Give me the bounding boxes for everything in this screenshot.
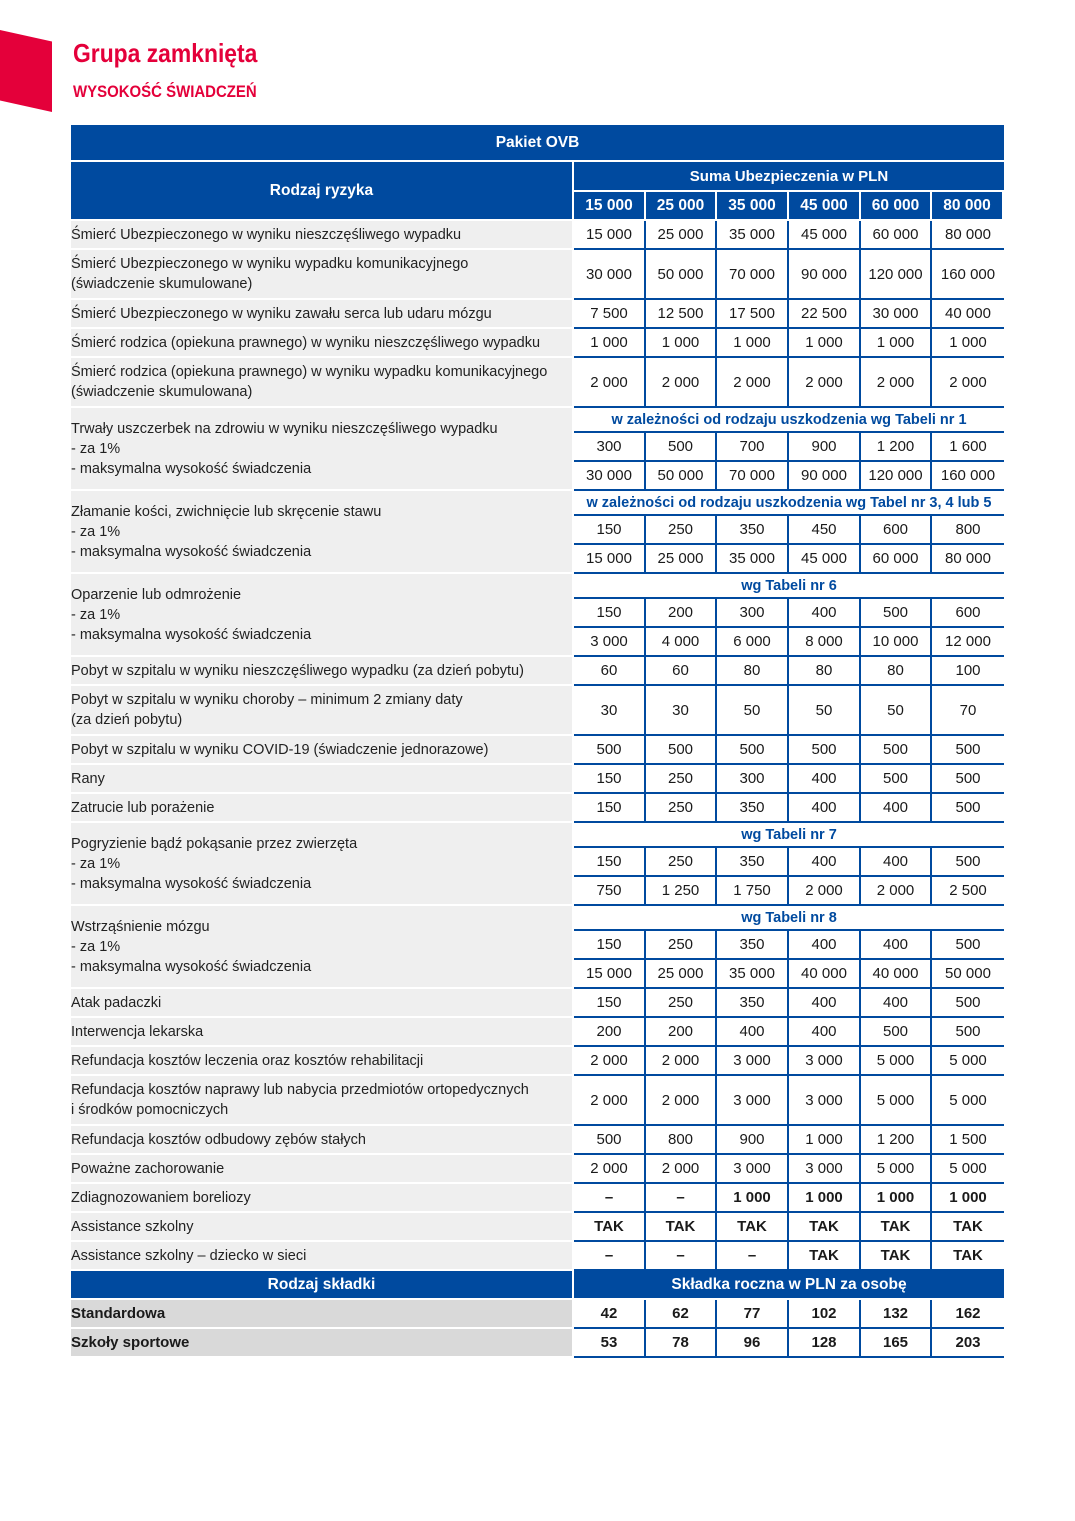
benefit-value: 800 [932, 516, 1004, 545]
risk-label-text: Zdiagnozowaniem boreliozy [71, 1189, 251, 1206]
benefit-value: 45 000 [789, 545, 861, 574]
risk-label [71, 794, 574, 823]
benefit-value: 30 000 [574, 462, 646, 491]
benefit-value: 70 000 [717, 462, 789, 491]
benefit-value: 500 [717, 736, 789, 765]
risk-label [71, 221, 574, 250]
benefit-value: 50 000 [646, 462, 717, 491]
benefit-value: 150 [574, 989, 646, 1018]
benefit-value: – [646, 1242, 717, 1271]
benefit-value: 400 [789, 794, 861, 823]
benefit-value: 80 000 [932, 545, 1004, 574]
benefit-value: 203 [932, 1329, 1004, 1358]
risk-label [71, 1018, 574, 1047]
benefit-value: 2 000 [574, 1047, 646, 1076]
table-row-group [71, 491, 1004, 516]
benefit-value: 5 000 [861, 1155, 932, 1184]
table-reference-note: w zależności od rodzaju uszkodzenia wg Tabeli nr 1 [574, 408, 1004, 433]
premium-row [71, 1300, 1004, 1329]
benefit-value: 2 000 [789, 358, 861, 408]
benefit-value: 150 [574, 794, 646, 823]
benefit-value: 500 [861, 599, 932, 628]
risk-label-line: - za 1% [71, 606, 121, 623]
benefit-value: 2 500 [932, 877, 1004, 906]
benefit-value: 35 000 [717, 221, 789, 250]
benefit-value: 500 [574, 1126, 646, 1155]
sum-insured-header: Suma Ubezpieczenia w PLN [574, 162, 1004, 192]
benefit-value: 2 000 [646, 358, 717, 408]
table-row [71, 358, 1004, 408]
benefit-value: 1 200 [861, 1126, 932, 1155]
benefit-value: 1 000 [717, 1184, 789, 1213]
red-corner-tab [0, 30, 52, 112]
premium-header-row [71, 1271, 1004, 1300]
benefit-value: 400 [789, 1018, 861, 1047]
risk-label [71, 736, 574, 765]
risk-label [71, 358, 574, 408]
benefit-value: 150 [574, 516, 646, 545]
benefit-value: 10 000 [861, 628, 932, 657]
table-row [71, 1155, 1004, 1184]
sum-column-header: 45 000 [789, 192, 861, 221]
table-row [71, 250, 1004, 300]
benefit-value: 3 000 [574, 628, 646, 657]
risk-label-line: (świadczenie skumulowane) [71, 276, 253, 292]
risk-label [71, 491, 574, 574]
benefit-value: 900 [789, 433, 861, 462]
table-row [71, 794, 1004, 823]
benefit-value: 250 [646, 931, 717, 960]
benefit-value: 160 000 [932, 462, 1004, 491]
benefit-value: 96 [717, 1329, 789, 1358]
benefit-value: 300 [717, 765, 789, 794]
benefit-value: – [574, 1184, 646, 1213]
risk-label [71, 1242, 574, 1271]
benefit-value: 200 [646, 1018, 717, 1047]
benefit-value: 400 [789, 989, 861, 1018]
risk-label-line: - za 1% [71, 440, 121, 457]
benefit-value: 70 [932, 686, 1004, 736]
benefit-value: 500 [932, 989, 1004, 1018]
risk-label [71, 906, 574, 989]
premium-label: Szkoły sportowe [71, 1329, 574, 1358]
risk-label-text: Trwały uszczerbek na zdrowiu w wyniku nieszczęśliwego wypadku [71, 420, 498, 437]
benefit-value: 250 [646, 794, 717, 823]
benefit-value: 15 000 [574, 960, 646, 989]
benefit-value: 128 [789, 1329, 861, 1358]
risk-label-text: Pobyt w szpitalu w wyniku choroby – minimum 2 zmiany daty [71, 692, 463, 708]
benefit-value: 80 000 [932, 221, 1004, 250]
benefit-value: 90 000 [789, 462, 861, 491]
risk-label-text: Refundacja kosztów leczenia oraz kosztów rehabilitacji [71, 1052, 424, 1069]
benefit-value: 1 000 [717, 329, 789, 358]
risk-label-text: Śmierć Ubezpieczonego w wyniku zawału serca lub udaru mózgu [71, 305, 492, 322]
benefit-value: 25 000 [646, 960, 717, 989]
benefit-value: TAK [861, 1242, 932, 1271]
benefit-value: 500 [932, 765, 1004, 794]
risk-label [71, 408, 574, 491]
benefit-value: 1 250 [646, 877, 717, 906]
benefit-value: 500 [646, 736, 717, 765]
benefit-value: 500 [789, 736, 861, 765]
risk-label [71, 765, 574, 794]
risk-label-line: i środków pomocniczych [71, 1102, 229, 1118]
benefit-value: 3 000 [789, 1155, 861, 1184]
risk-label [71, 989, 574, 1018]
risk-label-text: Assistance szkolny – dziecko w sieci [71, 1247, 307, 1264]
benefit-value: 3 000 [789, 1047, 861, 1076]
risk-label [71, 329, 574, 358]
benefit-value: – [646, 1184, 717, 1213]
sum-column-header: 15 000 [574, 192, 646, 221]
risk-label [71, 686, 574, 736]
benefit-value: 2 000 [789, 877, 861, 906]
table-row [71, 686, 1004, 736]
benefit-value: 35 000 [717, 960, 789, 989]
risk-label-text: Złamanie kości, zwichnięcie lub skręcenie stawu [71, 503, 382, 520]
benefit-value: 5 000 [932, 1155, 1004, 1184]
risk-label-line: - maksymalna wysokość świadczenia [71, 460, 312, 477]
benefit-value: 1 000 [646, 329, 717, 358]
risk-label [71, 1155, 574, 1184]
benefit-value: 3 000 [717, 1047, 789, 1076]
benefit-value: 12 000 [932, 628, 1004, 657]
benefit-value: 120 000 [861, 462, 932, 491]
benefit-value: 30 [574, 686, 646, 736]
benefit-value: 42 [574, 1300, 646, 1329]
risk-label [71, 1184, 574, 1213]
benefit-value: 350 [717, 794, 789, 823]
benefit-value: 350 [717, 848, 789, 877]
risk-label [71, 250, 574, 300]
benefit-value: 400 [789, 765, 861, 794]
risk-label [71, 1213, 574, 1242]
risk-label [71, 823, 574, 906]
benefit-value: 250 [646, 848, 717, 877]
benefit-value: 15 000 [574, 221, 646, 250]
table-row [71, 221, 1004, 250]
table-reference-note: w zależności od rodzaju uszkodzenia wg Tabel nr 3, 4 lub 5 [574, 491, 1004, 516]
table-row [71, 989, 1004, 1018]
benefit-value: 500 [574, 736, 646, 765]
benefit-value: 1 000 [789, 329, 861, 358]
benefit-value: TAK [789, 1213, 861, 1242]
risk-label-text: Oparzenie lub odmrożenie [71, 586, 242, 603]
table-row [71, 1242, 1004, 1271]
benefit-value: 500 [932, 848, 1004, 877]
benefit-value: 1 750 [717, 877, 789, 906]
benefit-value: 25 000 [646, 545, 717, 574]
benefit-value: 22 500 [789, 300, 861, 329]
benefit-value: 102 [789, 1300, 861, 1329]
risk-label-line: - za 1% [71, 523, 121, 540]
benefit-value: 60 000 [861, 545, 932, 574]
benefit-value: 600 [861, 516, 932, 545]
benefit-value: 5 000 [861, 1047, 932, 1076]
benefit-value: 50 [717, 686, 789, 736]
benefit-value: 250 [646, 516, 717, 545]
benefit-value: TAK [932, 1242, 1004, 1271]
risk-label-text: Śmierć Ubezpieczonego w wyniku wypadku komunikacyjnego [71, 256, 469, 272]
table-row [71, 300, 1004, 329]
benefit-value: 2 000 [646, 1047, 717, 1076]
benefit-value: 100 [932, 657, 1004, 686]
risk-label [71, 1047, 574, 1076]
benefit-value: 350 [717, 931, 789, 960]
benefit-value: 162 [932, 1300, 1004, 1329]
benefit-value: 250 [646, 989, 717, 1018]
benefit-value: 1 000 [861, 329, 932, 358]
benefit-value: 1 000 [574, 329, 646, 358]
benefit-value: 5 000 [861, 1076, 932, 1126]
benefit-value: 3 000 [789, 1076, 861, 1126]
benefit-value: 1 600 [932, 433, 1004, 462]
table-row [71, 1184, 1004, 1213]
benefit-value: 500 [646, 433, 717, 462]
risk-label [71, 1126, 574, 1155]
benefit-value: 1 000 [932, 329, 1004, 358]
benefit-value: 132 [861, 1300, 932, 1329]
benefit-value: 15 000 [574, 545, 646, 574]
benefit-value: 50 000 [932, 960, 1004, 989]
benefit-value: 60 000 [861, 221, 932, 250]
benefit-value: 6 000 [717, 628, 789, 657]
benefit-value: 2 000 [932, 358, 1004, 408]
table-row [71, 329, 1004, 358]
table-row [71, 1076, 1004, 1126]
benefit-value: 2 000 [717, 358, 789, 408]
benefit-value: – [574, 1242, 646, 1271]
table-row [71, 1213, 1004, 1242]
benefit-value: 45 000 [789, 221, 861, 250]
benefit-value: TAK [789, 1242, 861, 1271]
benefit-value: 120 000 [861, 250, 932, 300]
benefit-value: 400 [789, 599, 861, 628]
risk-label [71, 300, 574, 329]
benefit-value: 300 [574, 433, 646, 462]
benefit-value: 77 [717, 1300, 789, 1329]
benefit-value: 400 [789, 931, 861, 960]
risk-label-line: - maksymalna wysokość świadczenia [71, 626, 312, 643]
benefit-value: 12 500 [646, 300, 717, 329]
benefit-value: TAK [646, 1213, 717, 1242]
benefit-value: 80 [789, 657, 861, 686]
benefit-value: 350 [717, 989, 789, 1018]
benefit-value: 40 000 [932, 300, 1004, 329]
benefit-value: 2 000 [646, 1076, 717, 1126]
benefit-value: 1 000 [789, 1184, 861, 1213]
benefit-value: TAK [932, 1213, 1004, 1242]
risk-label-line: - za 1% [71, 938, 121, 955]
premium-type-header: Rodzaj składki [71, 1271, 574, 1300]
table-reference-note: wg Tabeli nr 7 [574, 823, 1004, 848]
page-subtitle: WYSOKOŚĆ ŚWIADCZEŃ [73, 82, 257, 101]
premium-row [71, 1329, 1004, 1358]
risk-label [71, 1076, 574, 1126]
benefit-value: 1 000 [932, 1184, 1004, 1213]
benefit-value: 1 500 [932, 1126, 1004, 1155]
risk-label-line: - za 1% [71, 855, 121, 872]
table-row [71, 1126, 1004, 1155]
benefit-value: 500 [932, 736, 1004, 765]
risk-label-text: Śmierć Ubezpieczonego w wyniku nieszczęśliwego wypadku [71, 226, 462, 243]
risk-label-text: Pobyt w szpitalu w wyniku COVID-19 (świadczenie jednorazowe) [71, 741, 489, 758]
risk-label-line: - maksymalna wysokość świadczenia [71, 958, 312, 975]
table-reference-note: wg Tabeli nr 8 [574, 906, 1004, 931]
benefit-value: 500 [932, 931, 1004, 960]
benefit-value: TAK [717, 1213, 789, 1242]
benefit-value: 2 000 [861, 358, 932, 408]
benefit-value: TAK [574, 1213, 646, 1242]
risk-label [71, 657, 574, 686]
benefit-value: 5 000 [932, 1047, 1004, 1076]
benefit-value: 62 [646, 1300, 717, 1329]
benefit-value: 250 [646, 765, 717, 794]
benefit-value: 165 [861, 1329, 932, 1358]
benefit-value: 30 000 [861, 300, 932, 329]
benefit-value: 150 [574, 848, 646, 877]
risk-label [71, 574, 574, 657]
benefit-value: 500 [932, 1018, 1004, 1047]
benefit-value: 400 [717, 1018, 789, 1047]
premium-label: Standardowa [71, 1300, 574, 1329]
benefit-value: 160 000 [932, 250, 1004, 300]
benefit-value: 2 000 [861, 877, 932, 906]
benefit-value: 150 [574, 599, 646, 628]
benefit-value: 25 000 [646, 221, 717, 250]
risk-label-text: Refundacja kosztów odbudowy zębów stałych [71, 1131, 366, 1148]
benefit-value: 5 000 [932, 1076, 1004, 1126]
risk-label-text: Pobyt w szpitalu w wyniku nieszczęśliwego wypadku (za dzień pobytu) [71, 662, 524, 679]
benefit-value: 70 000 [717, 250, 789, 300]
benefit-value: 2 000 [574, 1155, 646, 1184]
benefit-value: 400 [861, 794, 932, 823]
benefit-value: 200 [574, 1018, 646, 1047]
table-row [71, 736, 1004, 765]
benefit-value: TAK [861, 1213, 932, 1242]
benefit-value: 50 [789, 686, 861, 736]
benefit-value: 1 000 [789, 1126, 861, 1155]
benefit-value: 1 200 [861, 433, 932, 462]
benefit-value: 4 000 [646, 628, 717, 657]
benefit-value: 150 [574, 931, 646, 960]
benefit-value: 40 000 [861, 960, 932, 989]
risk-column-header: Rodzaj ryzyka [71, 162, 574, 221]
benefit-value: 17 500 [717, 300, 789, 329]
sum-column-header: 35 000 [717, 192, 789, 221]
benefit-value: 450 [789, 516, 861, 545]
benefit-value: 60 [646, 657, 717, 686]
benefit-value: 400 [861, 931, 932, 960]
package-header: Pakiet OVB [71, 125, 1004, 162]
benefit-value: 400 [789, 848, 861, 877]
benefit-value: 50 000 [646, 250, 717, 300]
risk-label-text: Wstrząśnienie mózgu [71, 918, 210, 935]
table-row [71, 657, 1004, 686]
table-row [71, 765, 1004, 794]
risk-label-text: Atak padaczki [71, 994, 162, 1011]
benefit-value: 30 [646, 686, 717, 736]
table-row-group [71, 574, 1004, 599]
benefit-value: 80 [861, 657, 932, 686]
sum-column-header: 60 000 [861, 192, 932, 221]
risk-label-text: Pogryzienie bądź pokąsanie przez zwierzęta [71, 835, 358, 852]
benefit-value: 2 000 [646, 1155, 717, 1184]
benefit-value: 500 [861, 736, 932, 765]
benefit-value: 53 [574, 1329, 646, 1358]
benefit-value: 8 000 [789, 628, 861, 657]
benefit-value: 500 [861, 765, 932, 794]
risk-label-text: Assistance szkolny [71, 1218, 194, 1235]
sum-column-header: 25 000 [646, 192, 717, 221]
risk-label-text: Śmierć rodzica (opiekuna prawnego) w wyniku nieszczęśliwego wypadku [71, 334, 541, 351]
benefit-value: 200 [646, 599, 717, 628]
risk-label-text: Rany [71, 770, 105, 787]
benefit-value: 350 [717, 516, 789, 545]
benefit-value: 80 [717, 657, 789, 686]
table-reference-note: wg Tabeli nr 6 [574, 574, 1004, 599]
benefit-value: 90 000 [789, 250, 861, 300]
benefit-value: 150 [574, 765, 646, 794]
premium-sum-header: Składka roczna w PLN za osobę [574, 1271, 1004, 1300]
benefit-value: 900 [717, 1126, 789, 1155]
benefit-value: 500 [861, 1018, 932, 1047]
risk-label-line: - maksymalna wysokość świadczenia [71, 543, 312, 560]
risk-label-text: Refundacja kosztów naprawy lub nabycia przedmiotów ortopedycznych [71, 1082, 529, 1098]
benefit-value: 300 [717, 599, 789, 628]
benefit-value: 78 [646, 1329, 717, 1358]
risk-label-line: (za dzień pobytu) [71, 712, 183, 728]
table-row-group [71, 823, 1004, 848]
benefit-value: 3 000 [717, 1155, 789, 1184]
risk-label-text: Poważne zachorowanie [71, 1160, 225, 1177]
table-row-group [71, 408, 1004, 433]
benefit-value: 30 000 [574, 250, 646, 300]
benefit-value: 2 000 [574, 1076, 646, 1126]
benefit-value: 35 000 [717, 545, 789, 574]
benefit-value: 800 [646, 1126, 717, 1155]
benefit-value: – [717, 1242, 789, 1271]
risk-label-text: Śmierć rodzica (opiekuna prawnego) w wyniku wypadku komunikacyjnego [71, 364, 548, 380]
risk-label-text: Zatrucie lub porażenie [71, 799, 215, 816]
benefit-value: 750 [574, 877, 646, 906]
benefit-value: 400 [861, 848, 932, 877]
benefit-value: 3 000 [717, 1076, 789, 1126]
benefit-value: 40 000 [789, 960, 861, 989]
table-row [71, 1047, 1004, 1076]
risk-label-text: Interwencja lekarska [71, 1023, 204, 1040]
benefit-value: 2 000 [574, 358, 646, 408]
risk-label-line: (świadczenie skumulowana) [71, 384, 253, 400]
benefits-table [71, 125, 1004, 1358]
benefit-value: 7 500 [574, 300, 646, 329]
benefit-value: 50 [861, 686, 932, 736]
benefit-value: 400 [861, 989, 932, 1018]
benefit-value: 60 [574, 657, 646, 686]
page-title: Grupa zamknięta [73, 38, 258, 68]
benefit-value: 500 [932, 794, 1004, 823]
risk-label-line: - maksymalna wysokość świadczenia [71, 875, 312, 892]
benefit-value: 700 [717, 433, 789, 462]
table-row-group [71, 906, 1004, 931]
benefit-value: 600 [932, 599, 1004, 628]
table-row [71, 1018, 1004, 1047]
benefit-value: 1 000 [861, 1184, 932, 1213]
sum-column-header: 80 000 [932, 192, 1004, 221]
